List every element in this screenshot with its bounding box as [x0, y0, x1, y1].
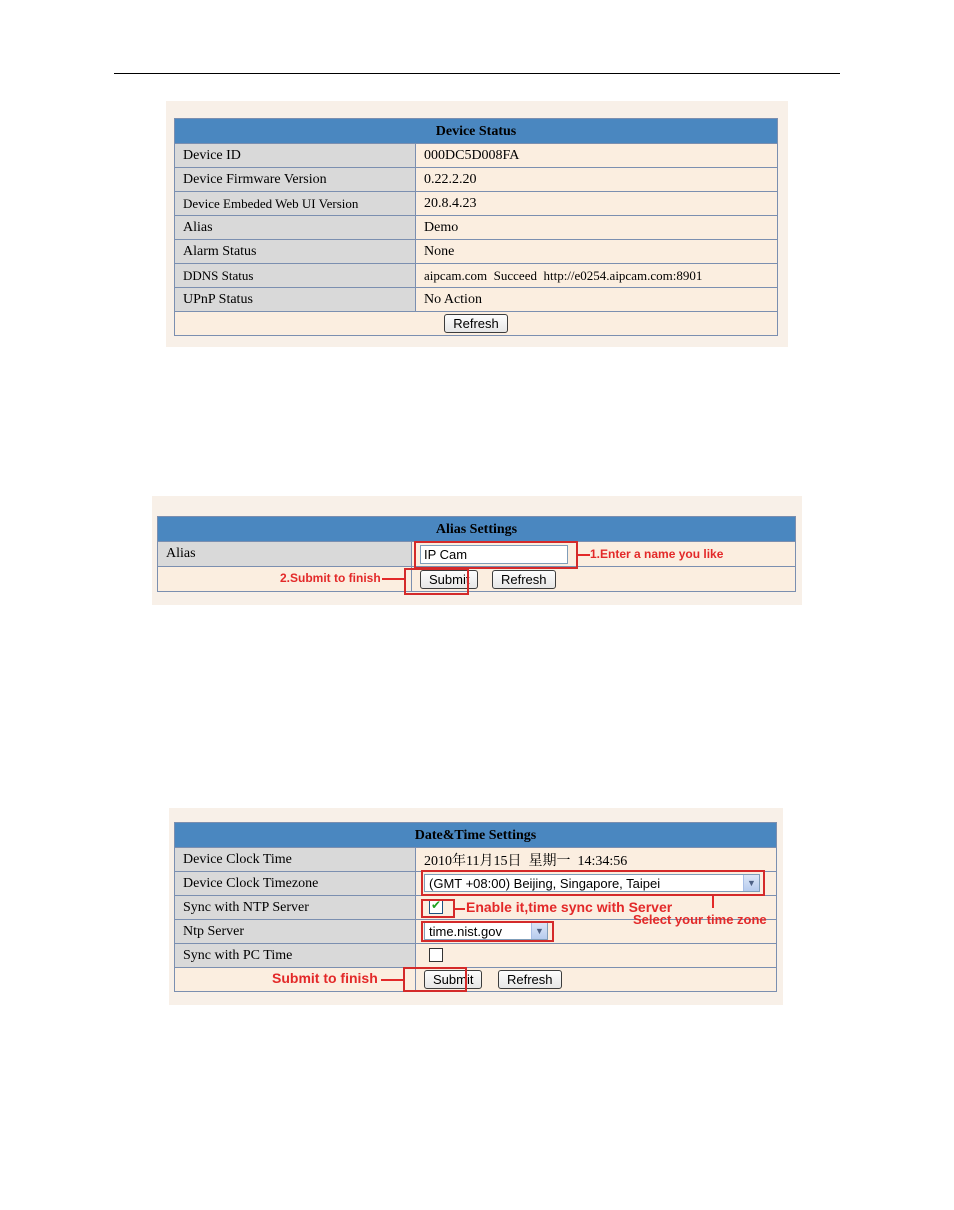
row-value: 20.8.4.23	[416, 192, 778, 216]
device-status-table	[174, 118, 778, 336]
page-header-rule	[114, 73, 840, 74]
timezone-label: Device Clock Timezone	[175, 872, 416, 896]
refresh-button[interactable]: Refresh	[498, 970, 562, 989]
ntp-server-label: Ntp Server	[175, 920, 416, 944]
action-row	[175, 312, 778, 336]
row-label: Device Embeded Web UI Version	[175, 192, 416, 216]
alias-label: Alias	[158, 542, 412, 567]
annotation-connector	[712, 896, 714, 908]
clock-time-label: Device Clock Time	[175, 848, 416, 872]
annotation-enable-ntp: Enable it,time sync with Server	[466, 899, 673, 915]
pc-sync-cell	[416, 944, 777, 968]
table-row	[175, 264, 778, 288]
row-value: Demo	[416, 216, 778, 240]
annotation-submit-alias: 2.Submit to finish	[280, 571, 381, 585]
pc-sync-checkbox[interactable]	[429, 948, 443, 962]
ntp-sync-label: Sync with NTP Server	[175, 896, 416, 920]
row-label: Alarm Status	[175, 240, 416, 264]
row-label: Device Firmware Version	[175, 168, 416, 192]
annotation-connector	[578, 554, 590, 556]
table-row	[175, 288, 778, 312]
annotation-connector	[381, 979, 403, 981]
row-value: 0.22.2.20	[416, 168, 778, 192]
table-row	[175, 192, 778, 216]
annotation-connector	[455, 908, 465, 910]
annotation-enter-name: 1.Enter a name you like	[590, 547, 724, 561]
row-value: No Action	[416, 288, 778, 312]
ntp-server-highlight	[421, 921, 554, 942]
device-status-title: Device Status	[175, 119, 778, 144]
row-value: None	[416, 240, 778, 264]
annotation-select-timezone: Select your time zone	[633, 912, 767, 927]
table-row	[175, 944, 777, 968]
alias-input-highlight	[414, 541, 578, 569]
datetime-submit-highlight	[403, 967, 467, 992]
annotation-submit-datetime: Submit to finish	[272, 970, 378, 986]
table-row	[175, 144, 778, 168]
timezone-selected-value: (GMT +08:00) Beijing, Singapore, Taipei	[429, 875, 661, 891]
alias-submit-highlight	[404, 568, 469, 595]
row-label: Alias	[175, 216, 416, 240]
refresh-button[interactable]: Refresh	[492, 570, 556, 589]
clock-time-value: 2010年11月15日 星期一 14:34:56	[416, 848, 777, 872]
row-label: Device ID	[175, 144, 416, 168]
chevron-down-icon[interactable]: ▼	[743, 875, 759, 891]
table-row	[175, 168, 778, 192]
datetime-settings-title: Date&Time Settings	[175, 823, 777, 848]
pc-sync-label: Sync with PC Time	[175, 944, 416, 968]
table-row	[175, 240, 778, 264]
check-icon: ✔	[431, 898, 442, 913]
timezone-select-highlight	[421, 870, 765, 896]
row-value: 000DC5D008FA	[416, 144, 778, 168]
refresh-button[interactable]: Refresh	[444, 314, 508, 333]
row-label: DDNS Status	[175, 264, 416, 288]
datetime-action-right	[416, 968, 777, 992]
chevron-down-icon[interactable]: ▼	[531, 923, 547, 939]
row-label: UPnP Status	[175, 288, 416, 312]
annotation-connector	[382, 578, 404, 580]
table-row	[175, 848, 777, 872]
row-value: aipcam.com Succeed http://e0254.aipcam.com:8901	[416, 264, 778, 288]
alias-action-right	[412, 567, 796, 592]
alias-settings-title: Alias Settings	[158, 517, 796, 542]
submit-button[interactable]: Submit	[424, 970, 482, 989]
table-row	[175, 216, 778, 240]
ntp-server-selected-value: time.nist.gov	[429, 923, 502, 939]
submit-button[interactable]: Submit	[420, 570, 478, 589]
ntp-checkbox-highlight	[421, 899, 455, 918]
